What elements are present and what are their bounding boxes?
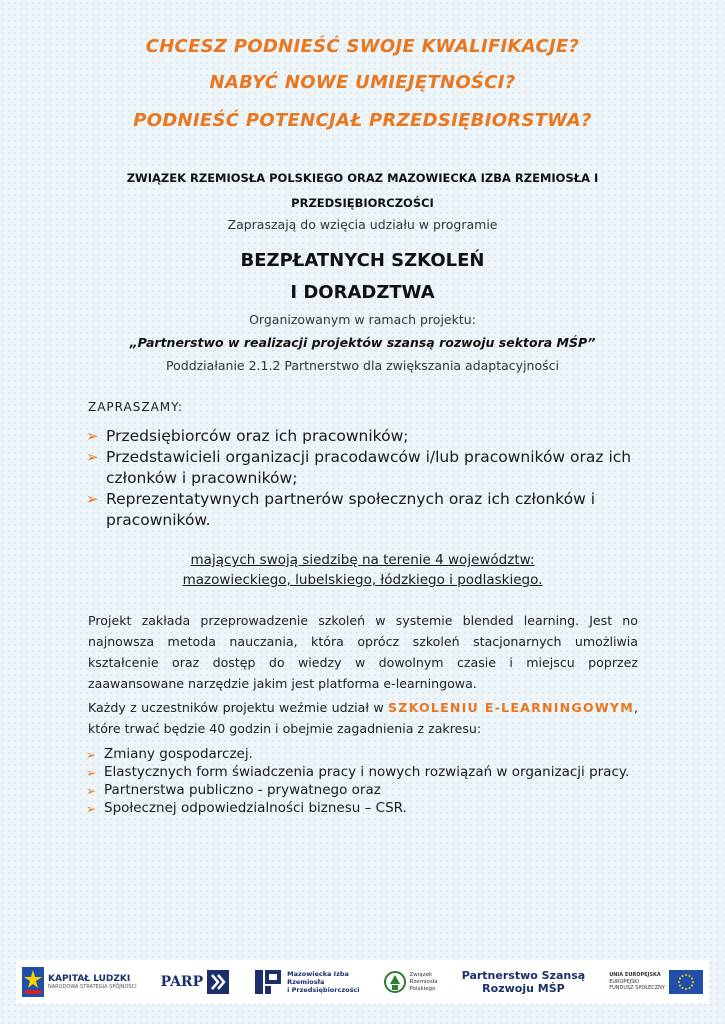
zwiazek-line-1: Związek: [409, 971, 433, 978]
eu-line-2: EUROPEJSKI: [609, 978, 639, 985]
mazowiecka-line-2: Rzemiosła: [287, 978, 325, 986]
eu-logo: [609, 970, 703, 994]
description: Projekt zakłada przeprowadzenie szkoleń w systemie blended learning. Jest no najnowsza metoda nauczania, która oprócz szkoleń stacjonarnych umożliwia kształcenie oraz dostęp do wiedzy w dowolnym czasie i miejscu poprzez zaawansowane narzędzie jakim jest platforma e-learningowa.: [88, 613, 638, 691]
kapital-sub: NARODOWA STRATEGIA SPÓJNOŚCI: [48, 984, 137, 990]
topic-text: Zmiany gospodarczej.: [104, 746, 253, 762]
zwiazek-line-3: Polskiego: [409, 985, 436, 992]
organizers: [110, 166, 615, 216]
list-item: [86, 447, 646, 489]
list-item: [86, 799, 646, 817]
topics-list: [86, 745, 646, 817]
invite-text: Zapraszają do wzięcia udziału w programie: [227, 217, 498, 232]
region-line-2: mazowieckiego, lubelskiego, łódzkiego i podlaskiego.: [182, 572, 543, 588]
list-item: [86, 745, 646, 763]
topic-text: Społecznej odpowiedzialności biznesu – CSR.: [104, 800, 407, 816]
parp-icon: [207, 970, 229, 994]
project-name: „Partnerstwo w realizacji projektów szansą rozwoju sektora MŚP”: [129, 335, 596, 350]
elearning-paragraph: [88, 697, 638, 739]
arrow-bullet-icon: ➢: [86, 427, 99, 445]
arrow-bullet-icon: ➢: [86, 748, 97, 762]
zwiazek-emblem-icon: [384, 968, 406, 996]
kapital-name: KAPITAŁ LUDZKI: [48, 974, 131, 984]
elearning-suffix: , które trwać będzie 40 godzin i obejmie zagadnienia z zakresu:: [88, 700, 638, 736]
topic-text: Elastycznych form świadczenia pracy i nowych rozwiązań w organizacji pracy.: [104, 764, 630, 780]
headline-1: CHCESZ PODNIEŚĆ SWOJE KWALIFIKACJE?: [145, 36, 580, 57]
eu-line-1: UNIA EUROPEJSKA: [609, 972, 661, 979]
mazowiecka-izba-icon: [253, 968, 283, 996]
zwiazek-rzemiosla-logo: [384, 968, 438, 996]
arrow-bullet-icon: ➢: [86, 802, 97, 816]
organizers-line-2: PRZEDSIĘBIORCZOŚCI: [291, 196, 434, 210]
arrow-bullet-icon: ➢: [86, 766, 97, 780]
partnerstwo-line-1: Partnerstwo Szansą: [461, 969, 586, 982]
parp-name: PARP: [160, 974, 204, 990]
parp-logo: [161, 970, 230, 994]
mazowiecka-line-3: i Przedsiębiorczości: [287, 986, 360, 994]
arrow-bullet-icon: ➢: [86, 448, 99, 466]
title-line-2: I DORADZTWA: [290, 282, 435, 303]
list-item: [86, 763, 646, 781]
list-item: [86, 489, 646, 531]
partnerstwo-szansa-logo: [462, 969, 586, 995]
eu-line-3: FUNDUSZ SPOŁECZNY: [609, 985, 665, 992]
invitee-text: Przedstawicieli organizacji pracodawców i/lub pracowników oraz ich członków i pracowników;: [106, 448, 632, 487]
organizers-line-1: ZWIĄZEK RZEMIOSŁA POLSKIEGO ORAZ MAZOWIECKA IZBA RZEMIOSŁA I: [126, 171, 599, 185]
region-line-1: mających swoją siedzibę na terenie 4 województw:: [190, 552, 535, 568]
organized-by: Organizowanym w ramach projektu:: [249, 312, 476, 327]
invite-label: ZAPRASZAMY:: [88, 400, 183, 414]
invitee-text: Przedsiębiorców oraz ich pracowników;: [106, 427, 409, 445]
kapital-ludzki-logo: [22, 967, 137, 997]
invitee-text: Reprezentatywnych partnerów społecznych oraz ich członków i pracowników.: [106, 490, 595, 529]
elearning-highlight: SZKOLENIU E-LEARNINGOWYM: [388, 700, 634, 715]
headline-3: PODNIEŚĆ POTENCJAŁ PRZEDSIĘBIORSTWA?: [133, 110, 592, 131]
mazowiecka-izba-logo: [253, 968, 359, 996]
footer-logos: [16, 960, 709, 1004]
kapital-ludzki-icon: [22, 967, 44, 997]
list-item: [86, 781, 646, 799]
eu-flag-icon: [669, 970, 703, 994]
zwiazek-line-2: Rzemiosła: [409, 978, 438, 985]
arrow-bullet-icon: ➢: [86, 784, 97, 798]
list-item: [86, 426, 646, 447]
title-line-1: BEZPŁATNYCH SZKOLEŃ: [240, 250, 485, 271]
mazowiecka-line-1: Mazowiecka Izba: [287, 970, 349, 978]
partnerstwo-line-2: Rozwoju MŚP: [482, 982, 565, 995]
invitees-list: [86, 426, 646, 531]
headline-2: NABYĆ NOWE UMIEJĘTNOŚCI?: [209, 72, 516, 93]
arrow-bullet-icon: ➢: [86, 490, 99, 508]
elearning-prefix: Każdy z uczestników projektu weźmie udział w: [88, 700, 388, 715]
subaction: Poddziałanie 2.1.2 Partnerstwo dla zwiększania adaptacyjności: [166, 358, 559, 373]
topic-text: Partnerstwa publiczno - prywatnego oraz: [104, 782, 381, 798]
